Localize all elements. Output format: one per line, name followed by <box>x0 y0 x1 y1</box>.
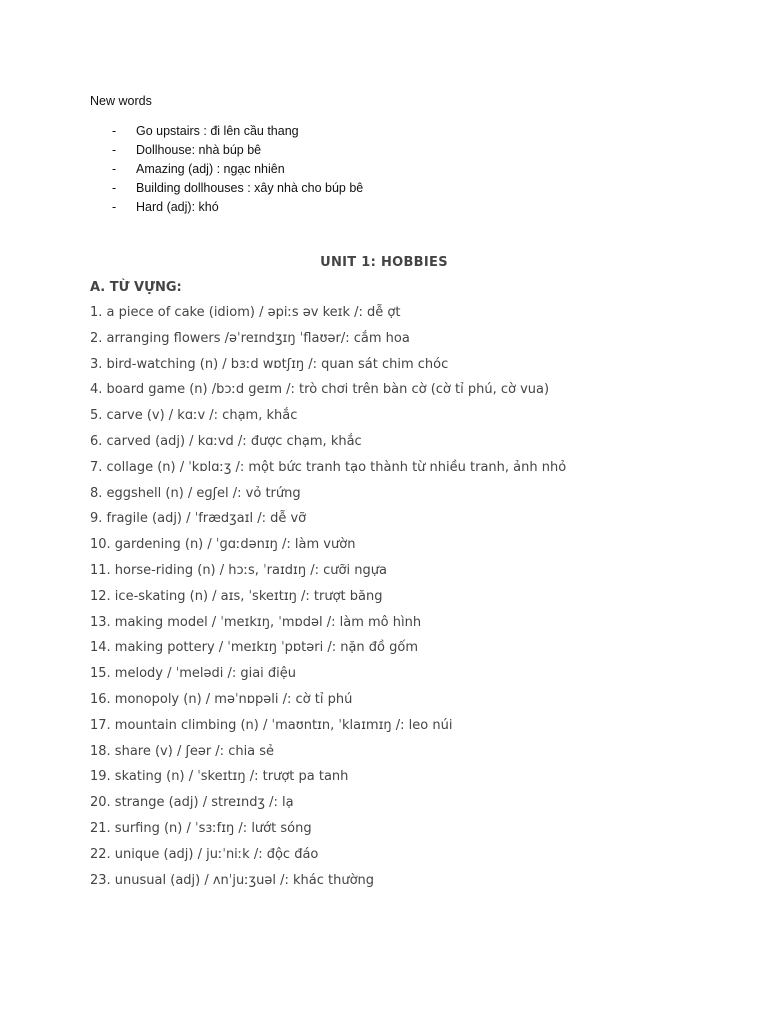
list-item <box>112 141 363 160</box>
list-item <box>112 160 363 179</box>
vocab-item: 18. share (v) / ʃeər /: chia sẻ <box>90 743 275 759</box>
vocab-item: 11. horse-riding (n) / hɔːs, ˈraɪdɪŋ /: cưỡi ngựa <box>90 562 387 578</box>
vocab-item: 4. board game (n) /bɔːd ɡeɪm /: trò chơi trên bàn cờ (cờ tỉ phú, cờ vua) <box>90 382 550 398</box>
new-words-heading: New words <box>90 94 152 108</box>
vocab-item: 7. collage (n) / ˈkɒlɑːʒ /: một bức tranh tạo thành từ nhiều tranh, ảnh nhỏ <box>90 459 567 475</box>
list-item-text: Building dollhouses : xây nhà cho búp bê <box>136 181 364 195</box>
unit-title: UNIT 1: HOBBIES <box>320 255 448 270</box>
vocab-item: 13. making model / ˈmeɪkɪŋ, ˈmɒdəl /: làm mô hình <box>90 614 422 630</box>
vocab-item: 10. gardening (n) / ˈɡɑːdənɪŋ /: làm vườn <box>90 537 356 553</box>
vocab-item: 16. monopoly (n) / məˈnɒpəli /: cờ tỉ phú <box>90 691 353 707</box>
vocab-item: 22. unique (adj) / juːˈniːk /: độc đáo <box>90 846 319 862</box>
vocab-item: 1. a piece of cake (idiom) / əpiːs əv keɪk /: dễ ợt <box>90 305 401 320</box>
bullet-dash: - <box>112 162 117 176</box>
list-item <box>112 179 363 198</box>
vocab-item: 21. surfing (n) / ˈsɜːfɪŋ /: lướt sóng <box>90 820 312 836</box>
vocab-item: 2. arranging flowers /əˈreɪndʒɪŋ ˈflaʊər/: cắm hoa <box>90 330 410 346</box>
vocab-item: 19. skating (n) / ˈskeɪtɪŋ /: trượt pa tanh <box>90 769 349 785</box>
list-item-text: Amazing (adj) : ngạc nhiên <box>136 162 285 176</box>
vocab-item: 12. ice-skating (n) / aɪs, ˈskeɪtɪŋ /: trượt băng <box>90 588 383 604</box>
bullet-dash: - <box>112 143 117 157</box>
vocab-item: 5. carve (v) / kɑːv /: chạm, khắc <box>90 408 298 424</box>
vocab-item: 9. fragile (adj) / ˈfrædʒaɪl /: dễ vỡ <box>90 511 307 527</box>
vocab-item: 8. eggshell (n) / eɡʃel /: vỏ trứng <box>90 485 301 501</box>
vocab-item: 23. unusual (adj) / ʌnˈjuːʒuəl /: khác thường <box>90 872 375 888</box>
vocab-item: 6. carved (adj) / kɑːvd /: được chạm, khắc <box>90 433 362 449</box>
list-item <box>112 198 363 217</box>
list-item <box>112 122 363 141</box>
vocab-item: 14. making pottery / ˈmeɪkɪŋ ˈpɒtəri /: nặn đồ gốm <box>90 640 419 656</box>
vocab-item: 17. mountain climbing (n) / ˈmaʊntɪn, ˈklaɪmɪŋ /: leo núi <box>90 717 453 733</box>
list-item-text: Dollhouse: nhà búp bê <box>136 143 262 157</box>
bullet-dash: - <box>112 200 117 214</box>
vocab-item: 3. bird-watching (n) / bɜːd wɒtʃɪŋ /: quan sát chim chóc <box>90 356 449 372</box>
vocab-item: 20. strange (adj) / streɪndʒ /: lạ <box>90 795 294 811</box>
bullet-dash: - <box>112 181 117 195</box>
vocab-item: 15. melody / ˈmelədi /: giai điệu <box>90 666 297 682</box>
list-item-text: Hard (adj): khó <box>136 200 219 214</box>
bullet-dash: - <box>112 124 117 138</box>
list-item-text: Go upstairs : đi lên cầu thang <box>136 124 299 138</box>
new-words-list <box>112 122 363 217</box>
vocabulary-list <box>90 304 566 897</box>
section-heading: A. TỪ VỰNG: <box>90 280 182 295</box>
